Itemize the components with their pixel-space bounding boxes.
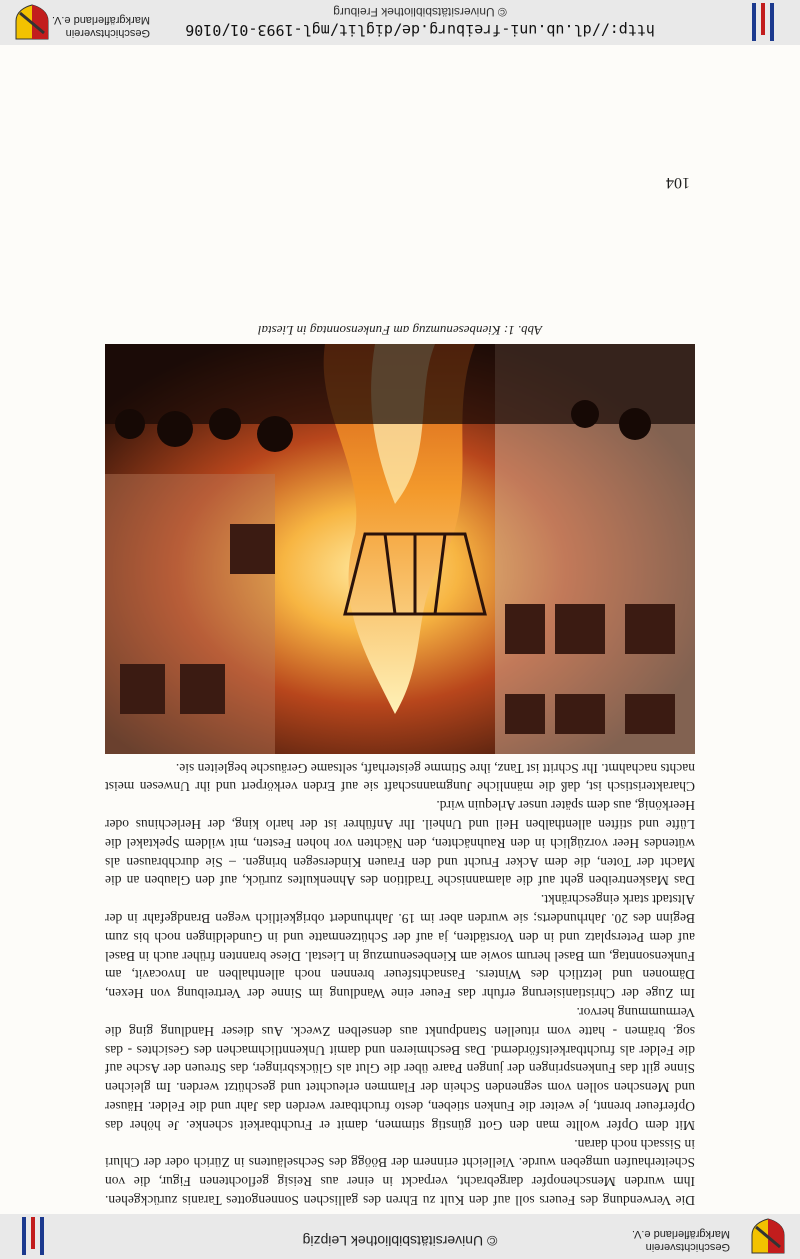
copyright-text: © Universitätsbibliothek Leipzig [302, 1233, 498, 1249]
paragraph: Im Zuge der Christianisierung erfuhr das Feuer eine Wandlung im Sinne der Vertreibung von Hexen, Dämonen und letztlich des Winters. Fasnachtsfeuer brennen noch allenthalben an Invocavit, am Funkensonntag, um Basel herum sowie am Kienbesenumzug in Liestal. Diese brannten früher auch in Basel auf dem Petersplatz und in den Vorstädten, ja auf der Schützenmatte und in Gundeldingen noch bis zum Beginn des 20. Jahrhunderts; sie wurden aber im 19. Jahrhundert obrigkeitlich wegen Brandgefahr in der Altstadt stark eingeschränkt. [105, 892, 695, 1002]
society-line: Geschichtsverein [65, 27, 150, 39]
fire-photograph [105, 344, 695, 754]
page-number: 104 [666, 174, 690, 191]
copyright-text: © Universitätsbibliothek Freiburg [333, 5, 507, 19]
figure-caption: Abb. 1: Kienbesenumzug am Funkensonntag in Liestal [257, 322, 543, 338]
paragraph: Das Maskentreiben geht auf die alamannische Tradition des Ahnenkultes zurück, auf den Glauben an die Macht der Toten, die dem Acker Frucht und den Frauen Kindersegen bringen. – Sie durchbrausen als wütendes Heer vorzüglich in den Rauhnächten, den Nächten vor hohen Festen, mit wildem Spektakel die Lüfte und stiften allenthalben Heil und Unheil. Ihr Anführer ist der harlo king, der Herlechinus oder Heerkönig, aus dem später unser Arlequin wird. [105, 798, 695, 889]
bottom-viewer-bar [0, 0, 800, 45]
page-content [105, 322, 695, 1209]
paragraph: Die Verwendung des Feuers soll auf den Kult zu Ehren des gallischen Sonnengottes Taranis zurückgehen. Ihm wurden Menschenopfer dargebracht, verpackt in einer aus Reisig geflochtenen Figur, die von Scheiterhaufen umgeben wurde. Vielleicht erinnern der Böögg des Sechseläutens in Zürich oder der Chluri in Sissach noch daran. [105, 1136, 695, 1208]
library-logo-icon [748, 3, 778, 41]
society-name [52, 13, 150, 39]
top-viewer-bar [0, 1214, 800, 1259]
paragraph: Mit dem Opfer wollte man den Gott günstig stimmen, damit er Fruchtbarkeit schenke. Je höher das Opferfeuer brennt, je weiter die Funken stieben, desto fruchtbarer werden das Jahr und die Felder. Häuser und Menschen sollen vom segnenden Schein der Flammen erleuchtet und geschützt werden. Im gleichen Sinne gilt das Funkenspringen der jungen Paare über die Glut als Glücksbringer, das Streuen der Asche auf die Felder als fruchtbarkeitsfördernd. Das Beschmieren und damit Unkenntlichmachen des Gesichtes - das sog. brämen - hatte vom rituellen Standpunkt aus denselben Zweck. Aus dieser Handlung ging die Vermummung hervor. [105, 1005, 695, 1133]
coat-of-arms-icon [12, 3, 52, 43]
paragraph: Charakteristisch ist, daß die männliche Jungmannschaft sie auf Erden verkörpert und ihr Unwesen meist nachts nachahmt. Ihr Schritt ist Tanz, ihre Stimme geisterhaft, seltsame Geräusche begleiten sie. [105, 760, 695, 795]
society-line: Markgräflerland e.V. [51, 14, 150, 26]
society-line: Markgräflerland e.V. [631, 1228, 730, 1240]
library-logo-icon [18, 1217, 48, 1255]
society-line: Geschichtsverein [645, 1241, 730, 1253]
document-url-link[interactable]: http://dl.ub.uni-freiburg.de/diglit/mgl-1993-01/0106 [185, 21, 655, 39]
